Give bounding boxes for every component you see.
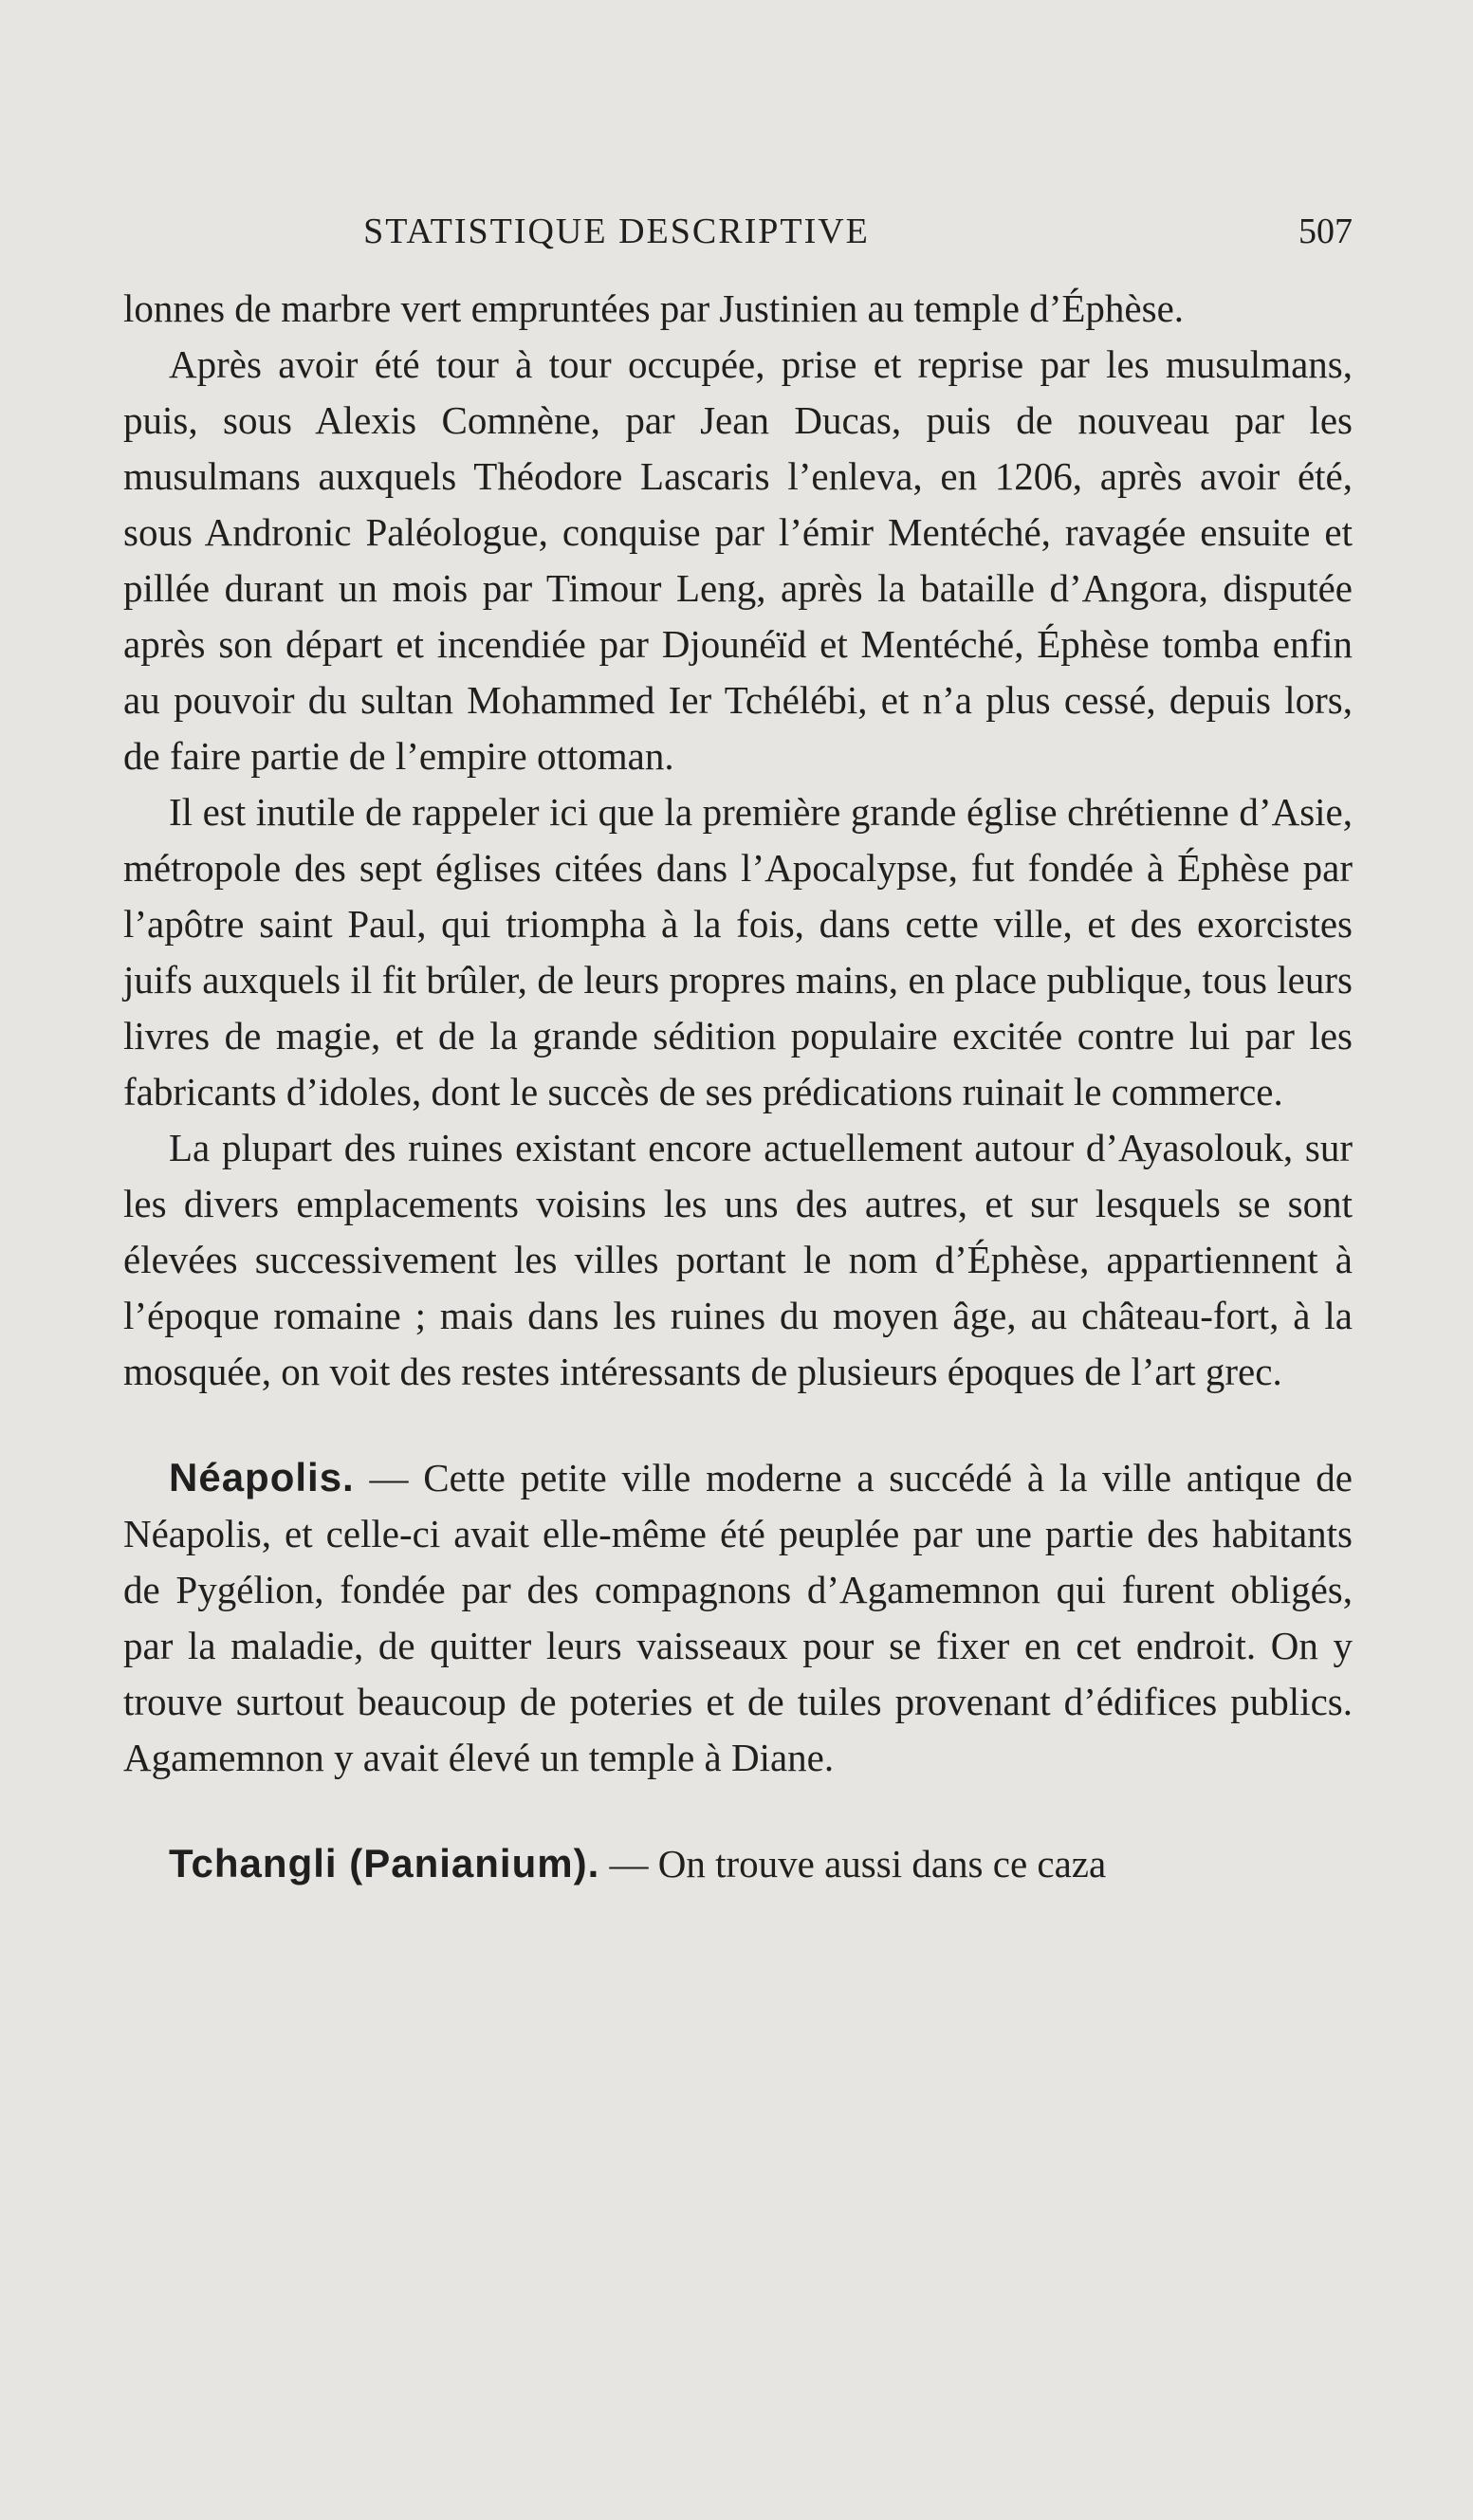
page-number: 507 xyxy=(1298,212,1353,251)
page-header xyxy=(123,211,1353,258)
paragraph-ruins: La plupart des ruines existant encore actuellement autour d’Ayasolouk, sur les divers emplacements voisins les uns des autres, et sur lesquels se sont élevées successivement les villes portant le nom d’Éphèse, appartiennent à l’époque romaine ; mais dans les ruines du moyen âge, au château-fort, à la mosquée, on voit des restes intéressants de plusieurs époques de l’art grec. xyxy=(123,1126,1353,1393)
paragraph-church: Il est inutile de rappeler ici que la première grande église chrétienne d’Asie, métropole des sept églises citées dans l’Apocalypse, fut fondée à Éphèse par l’apôtre saint Paul, qui triompha à la fois, dans cette ville, et des exorcistes juifs auxquels il fit brûler, de leurs propres mains, en place publique, tous leurs livres de magie, et de la grande sédition populaire excitée contre lui par les fabricants d’idoles, dont le succès de ses prédications ruinait le commerce. xyxy=(123,790,1353,1113)
paragraph-ephese-history: Après avoir été tour à tour occupée, prise et reprise par les musulmans, puis, sous Alexis Comnène, par Jean Ducas, puis de nouveau par les musulmans auxquels Théodore Lascaris l’enleva, en 1206, après avoir été, sous Andronic Paléologue, conquise par l’émir Mentéché, ravagée ensuite et pillée durant un mois par Timour Leng, après la bataille d’Angora, disputée après son départ et incendiée par Djounéïd et Mentéché, Éphèse tomba enfin au pouvoir du sultan Mohammed Ier Tchélébi, et n’a plus cessé, depuis lors, de faire partie de l’empire ottoman. xyxy=(123,342,1353,778)
section-text: — Cette petite ville moderne a succédé à la ville antique de Néapolis, et celle-ci avait elle-même été peuplée par une partie des habitants de Pygélion, fondée par des compagnons d’Agamemnon qui furent obligés, par la maladie, de quitter leurs vaisseaux pour se fixer en cet endroit. On y trouve surtout beaucoup de poteries et de tuiles provenant d’édifices publics. Agamemnon y avait élevé un temple à Diane. xyxy=(123,1456,1353,1779)
paragraph-continuation: lonnes de marbre vert empruntées par Justinien au temple d’Éphèse. xyxy=(123,286,1185,330)
section-heading: Néapolis. xyxy=(169,1455,355,1499)
section-neapolis xyxy=(123,1449,1353,1786)
section-gap xyxy=(123,1400,1353,1449)
running-title: STATISTIQUE DESCRIPTIVE xyxy=(363,212,870,251)
section-text: — On trouve aussi dans ce caza xyxy=(599,1842,1107,1885)
section-tchangli xyxy=(123,1835,1353,1892)
section-heading: Tchangli (Panianium). xyxy=(169,1841,600,1885)
section-gap xyxy=(123,1786,1353,1835)
body-text xyxy=(123,281,1353,1892)
